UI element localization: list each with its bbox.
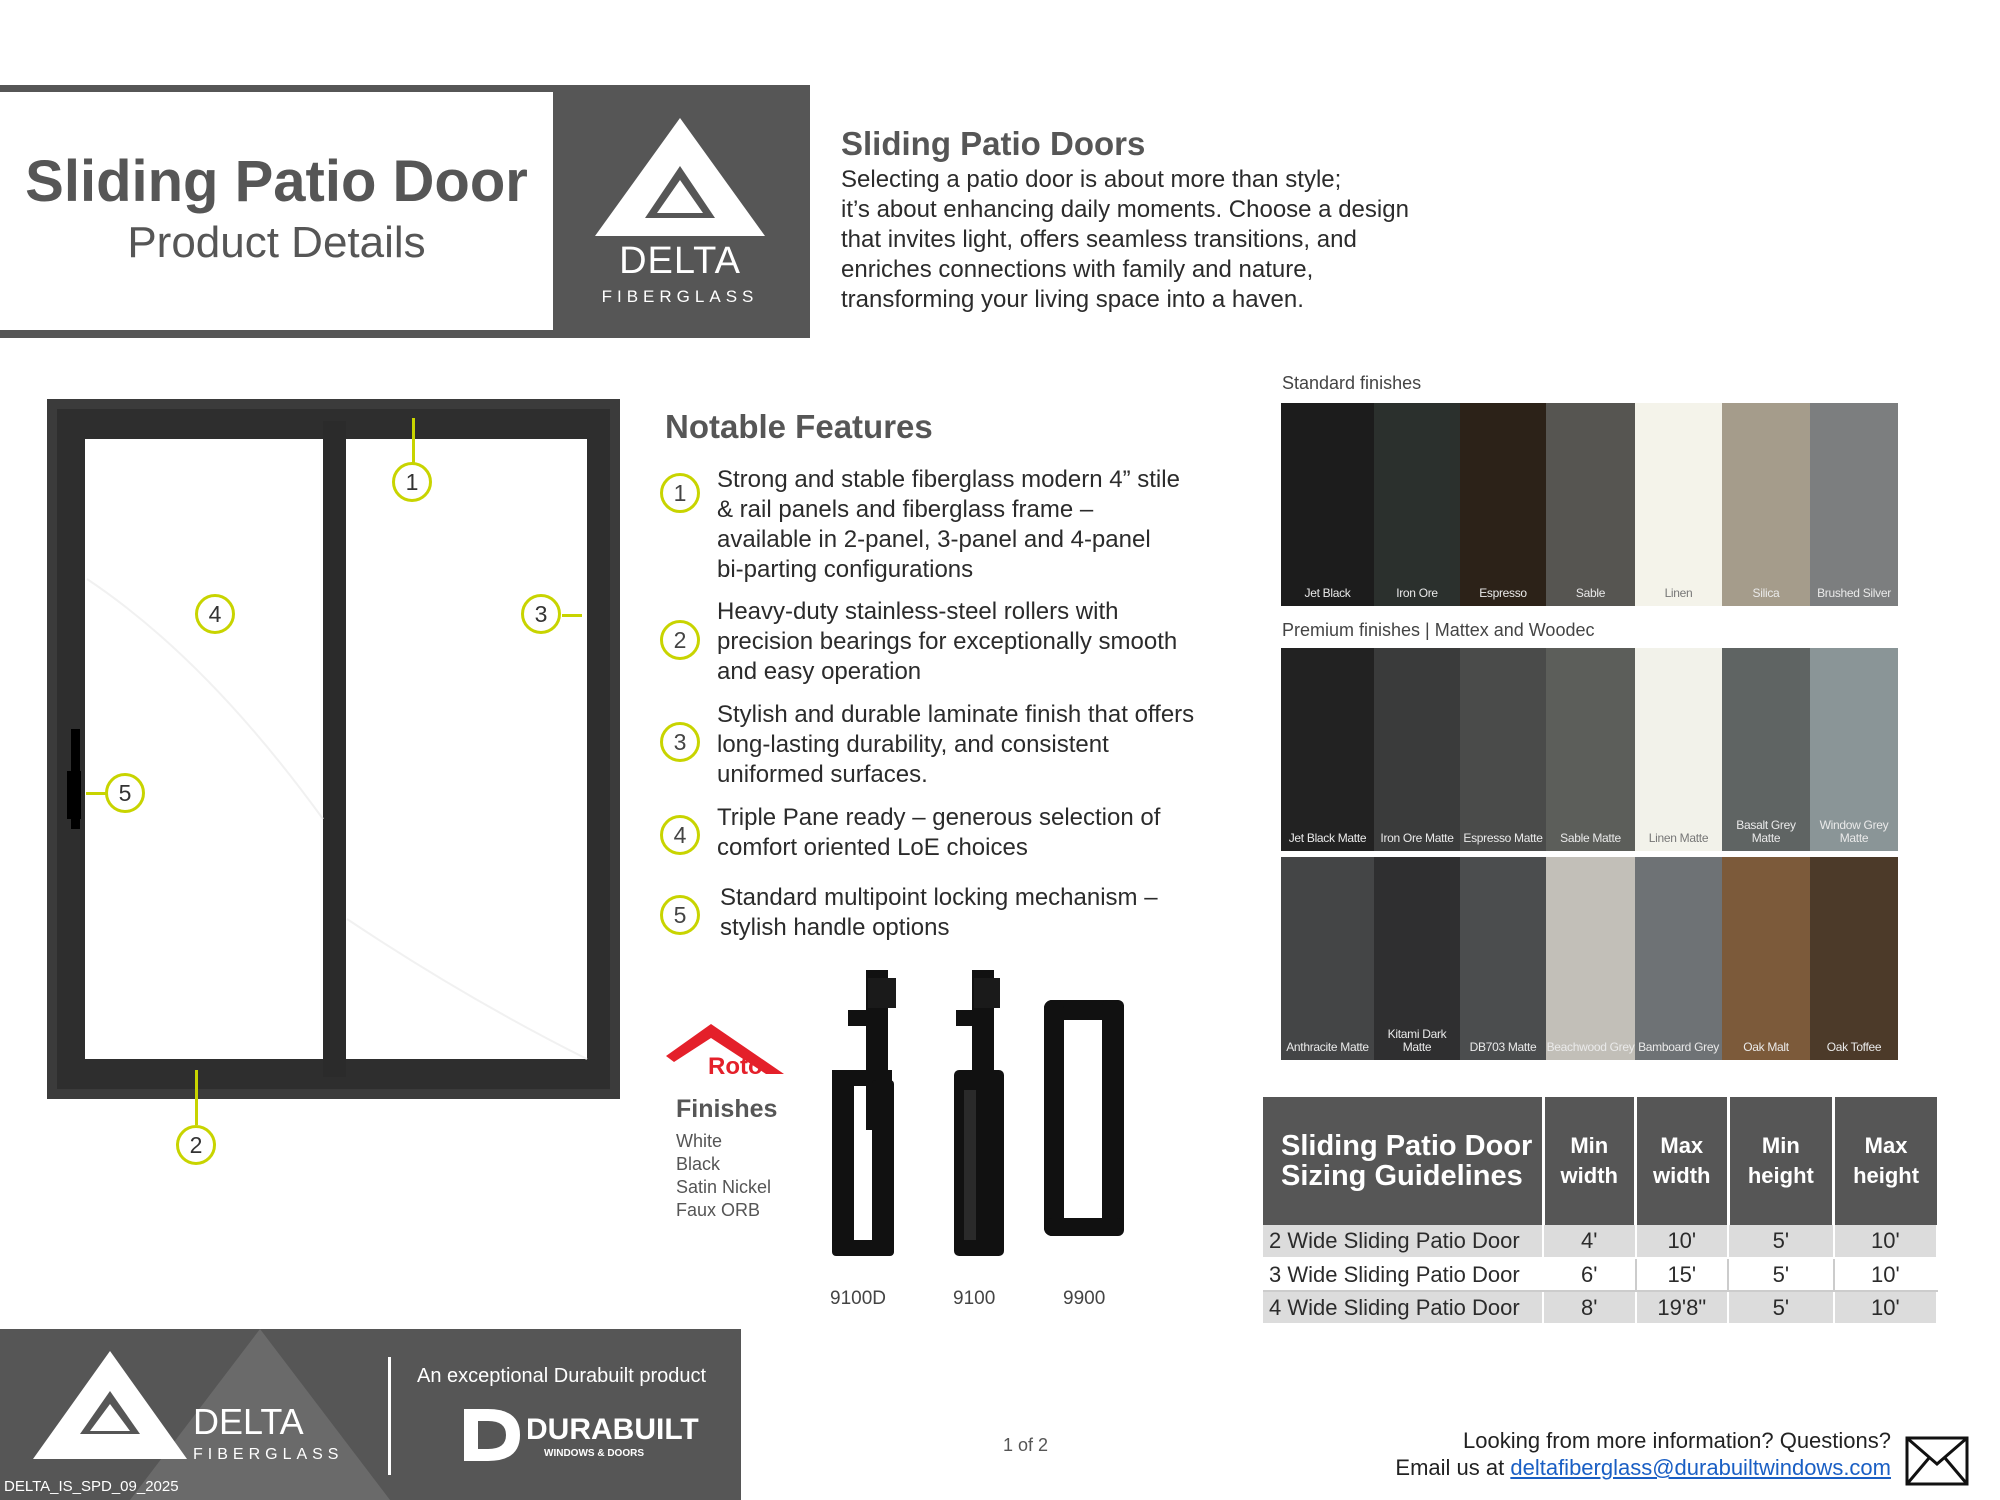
- finish-swatch-name: Anthracite Matte: [1286, 1040, 1369, 1054]
- durabuilt-submark: WINDOWS & DOORS: [544, 1448, 644, 1459]
- callout-line: [86, 792, 106, 795]
- door-callout-4: 4: [195, 594, 235, 634]
- table-row: [1263, 1225, 1937, 1258]
- handle-caption: 9900: [1063, 1288, 1106, 1309]
- table-cell: 10': [1636, 1225, 1729, 1258]
- feature-text: [720, 883, 1230, 943]
- finish-swatch: [1374, 857, 1460, 1060]
- finish-swatch-name: Beachwood Grey: [1546, 1040, 1635, 1054]
- feature-line: stylish handle options: [720, 914, 950, 941]
- finish-swatch-name: Kitami Dark Matte: [1387, 1027, 1447, 1054]
- finish-swatch-name: Sable Matte: [1560, 831, 1621, 845]
- finish-swatch: [1546, 857, 1635, 1060]
- footer-tagline: An exceptional Durabuilt product: [417, 1365, 707, 1387]
- footer-logo-wordmark: DELTA: [193, 1401, 304, 1442]
- table-cell: 5': [1728, 1225, 1834, 1258]
- feature-number: 5: [660, 895, 700, 935]
- table-cell: 19'8": [1636, 1291, 1729, 1324]
- page-subtitle: Product Details: [127, 218, 426, 267]
- intro-paragraph: [841, 165, 1481, 315]
- feature-number: 4: [660, 815, 700, 855]
- finish-swatch: [1460, 403, 1546, 606]
- table-cell: 10': [1834, 1291, 1937, 1324]
- finish-swatch-name: Espresso Matte: [1463, 831, 1543, 845]
- finish-swatch: [1281, 403, 1374, 606]
- feature-number: 2: [660, 620, 700, 660]
- page-title: Sliding Patio Door: [25, 149, 528, 214]
- durabuilt-wordmark: DURABUILT: [526, 1413, 699, 1446]
- finish-swatch: [1635, 857, 1722, 1060]
- table-cell: 6': [1543, 1258, 1636, 1291]
- callout-line: [412, 418, 415, 463]
- features-heading: Notable Features: [665, 408, 933, 445]
- feature-line: uniformed surfaces.: [717, 761, 928, 788]
- table-cell: 5': [1728, 1258, 1834, 1291]
- handle-9900-image: [1040, 1000, 1130, 1245]
- feature-line: long-lasting durability, and consistent: [717, 731, 1109, 758]
- table-cell: 3 Wide Sliding Patio Door: [1263, 1258, 1543, 1291]
- durabuilt-logo: [462, 1405, 699, 1470]
- table-cell: 8': [1543, 1291, 1636, 1324]
- delta-triangle-icon: [595, 118, 765, 236]
- footer-divider: [388, 1357, 391, 1475]
- table-row: [1263, 1291, 1937, 1324]
- table-cell: 5': [1728, 1291, 1834, 1324]
- table-cell: 10': [1834, 1258, 1937, 1291]
- contact-email-line: [1395, 1455, 1891, 1481]
- feature-number: 3: [660, 722, 700, 762]
- feature-text: [717, 700, 1227, 790]
- sizing-table-title: [1263, 1097, 1543, 1225]
- feature-line: & rail panels and fiberglass frame –: [717, 496, 1094, 523]
- page-number: 1 of 2: [1003, 1435, 1049, 1455]
- table-cell: 4': [1543, 1225, 1636, 1258]
- door-illustration: [47, 399, 620, 1099]
- feature-line: Stylish and durable laminate finish that offers: [717, 701, 1195, 728]
- footer-logo-submark: FIBERGLASS: [193, 1446, 344, 1463]
- feature-line: Heavy-duty stainless-steel rollers with: [717, 598, 1119, 625]
- finish-swatch: [1374, 403, 1460, 606]
- finish-swatch: [1281, 857, 1374, 1060]
- intro-line: enriches connections with family and nature,: [841, 256, 1314, 283]
- finish-swatch: [1810, 648, 1898, 851]
- finish-swatch: [1281, 648, 1374, 851]
- door-callout-2: 2: [176, 1125, 216, 1165]
- feature-line: bi-parting configurations: [717, 556, 974, 583]
- hardware-finish: White: [676, 1131, 723, 1151]
- finish-swatch: [1374, 648, 1460, 851]
- hardware-finish: Satin Nickel: [676, 1177, 772, 1197]
- table-cell: 15': [1636, 1258, 1729, 1291]
- feature-text: [717, 465, 1227, 585]
- feature-text: [717, 597, 1227, 687]
- sliding-door-drawing: [47, 399, 620, 1099]
- column-header: Max height: [1834, 1097, 1937, 1225]
- feature-line: precision bearings for exceptionally smooth: [717, 628, 1178, 655]
- finish-swatch-name: Linen Matte: [1648, 831, 1709, 845]
- intro-heading: Sliding Patio Doors: [841, 125, 1146, 162]
- sizing-table: [1263, 1097, 1938, 1325]
- table-cell: 4 Wide Sliding Patio Door: [1263, 1291, 1543, 1324]
- logo-submark: FIBERGLASS: [601, 287, 759, 306]
- roto-logo: [666, 1020, 786, 1085]
- finish-swatch: [1722, 403, 1810, 606]
- column-header: Min height: [1728, 1097, 1834, 1225]
- intro-line: Selecting a patio door is about more than style;: [841, 166, 1342, 193]
- intro-line: it’s about enhancing daily moments. Choose a design: [841, 196, 1409, 223]
- hardware-finish: Black: [676, 1154, 721, 1174]
- finish-swatch-name: Oak Toffee: [1826, 1040, 1882, 1054]
- finish-swatch: [1460, 648, 1546, 851]
- finish-swatch-name: Window Grey Matte: [1819, 818, 1889, 845]
- finish-swatch-name: Jet Black Matte: [1288, 831, 1367, 845]
- handle-caption: 9100D: [830, 1288, 886, 1309]
- door-callout-3: 3: [521, 594, 561, 634]
- intro-line: transforming your living space into a haven.: [841, 286, 1304, 313]
- door-callout-5: 5: [105, 773, 145, 813]
- finish-swatch-name: Sable: [1575, 586, 1606, 600]
- envelope-icon: [1905, 1436, 1969, 1491]
- feature-line: Standard multipoint locking mechanism –: [720, 884, 1158, 911]
- finish-swatch-name: Jet Black: [1304, 586, 1351, 600]
- roto-wordmark: Roto: [708, 1053, 763, 1080]
- finish-swatch: [1635, 403, 1722, 606]
- contact-question: Looking from more information? Questions?: [1463, 1428, 1891, 1453]
- intro-line: that invites light, offers seamless transitions, and: [841, 226, 1357, 253]
- feature-line: available in 2-panel, 3-panel and 4-panel: [717, 526, 1151, 553]
- callout-line: [562, 614, 582, 617]
- finish-swatch-name: Oak Malt: [1743, 1040, 1789, 1054]
- contact-email-prefix: Email us at: [1395, 1455, 1511, 1480]
- feature-number: 1: [660, 473, 700, 513]
- finish-swatch: [1546, 403, 1635, 606]
- table-row: [1263, 1258, 1937, 1291]
- feature-line: Triple Pane ready – generous selection of: [717, 804, 1161, 831]
- finish-swatch-name: Basalt Grey Matte: [1736, 818, 1796, 845]
- feature-line: comfort oriented LoE choices: [717, 834, 1028, 861]
- finish-swatch-name: Espresso: [1479, 586, 1527, 600]
- hardware-finish: Faux ORB: [676, 1200, 761, 1220]
- feature-line: Strong and stable fiberglass modern 4” stile: [717, 466, 1180, 493]
- feature-text: [717, 803, 1227, 863]
- sizing-title-line: Sliding Patio Door: [1281, 1130, 1533, 1162]
- standard-finishes-label: Standard finishes: [1282, 373, 1422, 393]
- finish-swatch: [1810, 403, 1898, 606]
- finish-swatch-name: Iron Ore Matte: [1380, 831, 1454, 845]
- finish-swatch: [1635, 648, 1722, 851]
- finish-swatch-name: Linen: [1664, 586, 1693, 600]
- finish-swatch: [1722, 857, 1810, 1060]
- finish-swatch-name: Bamboard Grey: [1638, 1040, 1719, 1054]
- sizing-title-line: Sizing Guidelines: [1281, 1160, 1523, 1192]
- delta-logo: [595, 118, 765, 307]
- column-header: Min width: [1543, 1097, 1636, 1225]
- finish-swatch-name: DB703 Matte: [1469, 1040, 1537, 1054]
- finish-swatch: [1722, 648, 1810, 851]
- table-cell: 10': [1834, 1225, 1937, 1258]
- premium-finishes-label: Premium finishes | Mattex and Woodec: [1282, 620, 1595, 640]
- feature-line: and easy operation: [717, 658, 922, 685]
- logo-wordmark: DELTA: [619, 240, 741, 282]
- table-cell: 2 Wide Sliding Patio Door: [1263, 1225, 1543, 1258]
- hardware-finishes-heading: Finishes: [676, 1095, 778, 1123]
- door-callout-1: 1: [392, 462, 432, 502]
- handle-caption: 9100: [953, 1288, 996, 1309]
- roto-roof-icon: [666, 1020, 786, 1080]
- finish-swatch-name: Silica: [1752, 586, 1780, 600]
- handle-9100d-image: [828, 970, 900, 1265]
- column-header: Max width: [1636, 1097, 1729, 1225]
- finish-swatch-name: Iron Ore: [1396, 586, 1438, 600]
- handle-9100-image: [950, 970, 1010, 1265]
- contact-email-link[interactable]: deltafiberglass@durabuiltwindows.com: [1510, 1455, 1891, 1480]
- finish-swatch: [1810, 857, 1898, 1060]
- footer-banner: [0, 1329, 741, 1500]
- callout-line: [195, 1070, 198, 1125]
- document-code: DELTA_IS_SPD_09_2025: [4, 1478, 179, 1495]
- finish-swatch-name: Brushed Silver: [1817, 586, 1891, 600]
- finish-swatch: [1546, 648, 1635, 851]
- finish-swatch: [1460, 857, 1546, 1060]
